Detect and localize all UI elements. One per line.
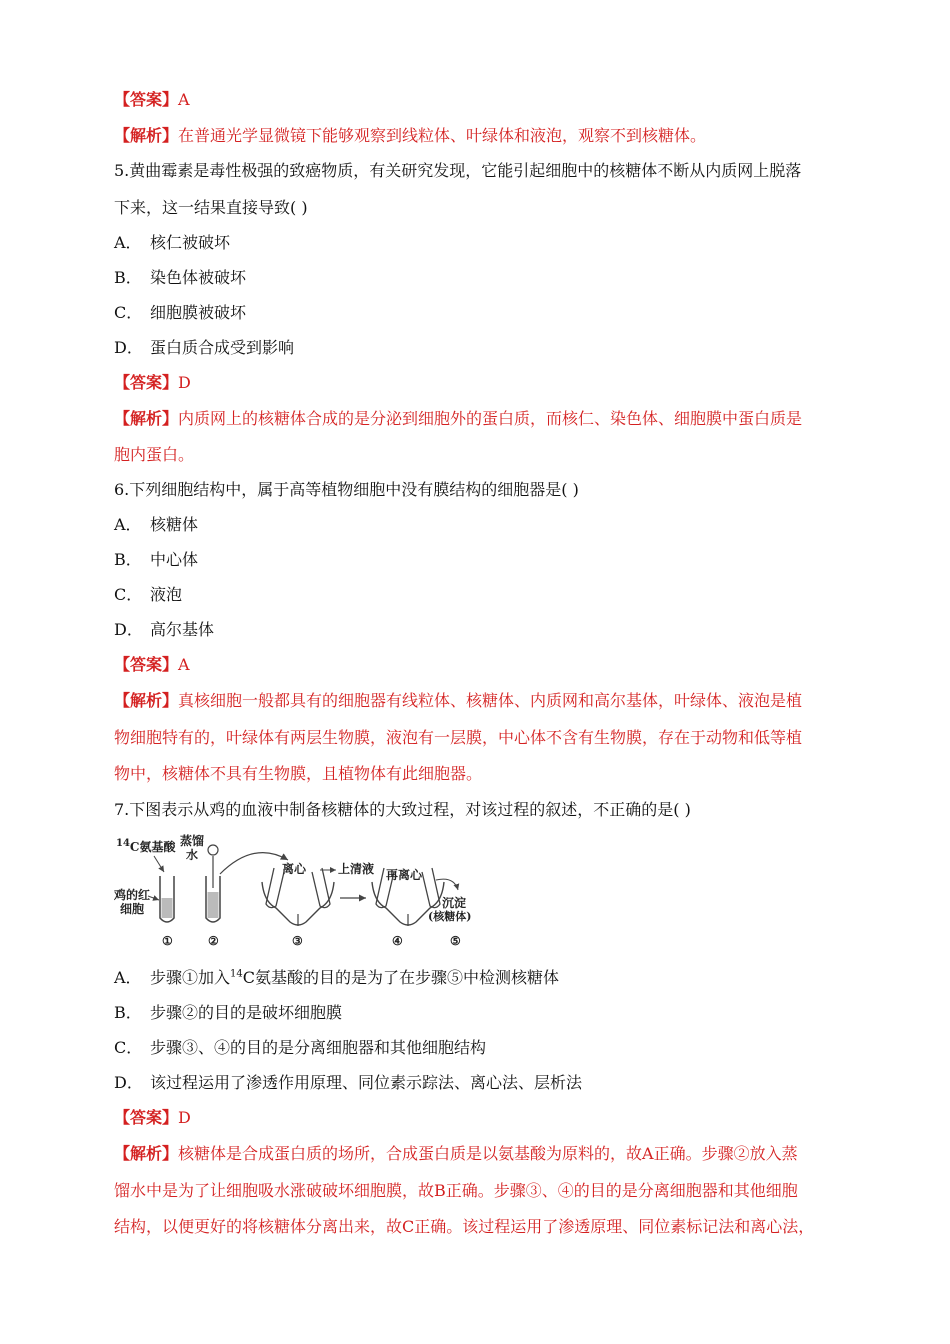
option-label: B． <box>114 1003 142 1022</box>
option-text: 细胞膜被破坏 <box>150 303 247 322</box>
q7-analysis <box>114 1143 850 1165</box>
option-label: D． <box>114 620 143 639</box>
arrow-to-centrifuge <box>220 853 288 874</box>
q6-option-a <box>114 514 850 536</box>
q6-analysis-cont-2: 物中，核糖体不具有生物膜，且植物体有此细胞器。 <box>114 764 483 783</box>
label-recentrifuge: 再离心 <box>386 868 423 882</box>
q5-option-b <box>114 267 850 289</box>
q5-option-a <box>114 232 850 254</box>
q7-answer <box>114 1107 850 1129</box>
isotope-superscript: 14 <box>116 838 130 849</box>
option-label: C． <box>114 303 143 322</box>
q4-answer <box>114 89 850 111</box>
option-text: 核仁被破坏 <box>150 233 231 252</box>
option-text-post: C氨基酸的目的是为了在步骤⑤中检测核糖体 <box>242 968 559 987</box>
centrifuge-1 <box>262 868 334 926</box>
answer-tag: 【答案】 <box>114 90 179 109</box>
q6-stem: 6.下列细胞结构中，属于高等植物细胞中没有膜结构的细胞器是( ) <box>114 480 579 499</box>
q7-option-b <box>114 1002 850 1024</box>
step-4-label: ④ <box>392 934 403 948</box>
option-label: A． <box>114 968 142 987</box>
q5-analysis <box>114 408 850 430</box>
label-amino-acid <box>116 840 175 854</box>
q6-analysis <box>114 690 850 712</box>
q7-analysis-cont-2: 结构，以便更好的将核糖体分离出来，故C正确。该过程运用了渗透原理、同位素标记法和离心法， <box>114 1217 815 1236</box>
answer-tag: 【答案】 <box>114 655 179 674</box>
option-text: 步骤③、④的目的是分离细胞器和其他细胞结构 <box>150 1038 487 1057</box>
answer-tag: 【答案】 <box>114 373 179 392</box>
option-text: 步骤②的目的是破坏细胞膜 <box>150 1003 343 1022</box>
q6-answer <box>114 654 850 676</box>
option-label: D． <box>114 338 143 357</box>
step-5-label: ⑤ <box>450 934 461 948</box>
q7-option-c <box>114 1037 850 1059</box>
option-label: C． <box>114 585 143 604</box>
q4-analysis <box>114 125 850 147</box>
q6-option-b <box>114 549 850 571</box>
option-text: 高尔基体 <box>150 620 215 639</box>
analysis-tag: 【解析】 <box>114 409 179 428</box>
q7-analysis-cont-1: 馏水中是为了让细胞吸水涨破破坏细胞膜，故B正确。步骤③、④的目的是分离细胞器和其他细胞 <box>114 1181 798 1200</box>
option-label: B． <box>114 550 142 569</box>
answer-value: D <box>178 373 191 392</box>
step-1-label: ① <box>162 934 173 948</box>
q5-answer <box>114 372 850 394</box>
label-supernatant: 上清液 <box>338 862 375 876</box>
option-label: B． <box>114 268 142 287</box>
label-distilled-water-1: 蒸馏 <box>180 834 205 848</box>
option-superscript: 14 <box>230 968 243 980</box>
label-distilled-water-2: 水 <box>186 848 199 862</box>
option-text-pre: 步骤①加入 <box>150 968 231 987</box>
test-tube-1 <box>148 856 174 922</box>
q5-stem-cont: 下来，这一结果直接导致( ) <box>114 198 308 217</box>
label-centrifuge: 离心 <box>282 862 307 876</box>
answer-value: A <box>178 655 190 674</box>
q5-option-d <box>114 337 850 359</box>
q6-option-c <box>114 584 850 606</box>
analysis-tag: 【解析】 <box>114 1144 179 1163</box>
answer-tag: 【答案】 <box>114 1108 179 1127</box>
option-text: 核糖体 <box>150 515 199 534</box>
q7-option-a <box>114 967 850 989</box>
option-text: 液泡 <box>150 585 183 604</box>
q5-analysis-cont: 胞内蛋白。 <box>114 445 195 464</box>
analysis-text: 在普通光学显微镜下能够观察到线粒体、叶绿体和液泡，观察不到核糖体。 <box>178 126 707 145</box>
label-red-cells-1: 鸡的红 <box>114 888 151 902</box>
ribosome-prep-diagram <box>114 834 484 952</box>
q7-option-d <box>114 1072 850 1094</box>
option-label: D． <box>114 1073 143 1092</box>
q6-analysis-cont-1: 物细胞特有的，叶绿体有两层生物膜，液泡有一层膜，中心体不含有生物膜，存在于动物和低等植 <box>114 728 803 747</box>
option-label: A． <box>114 233 142 252</box>
label-red-cells-2: 细胞 <box>120 902 145 916</box>
analysis-text: 真核细胞一般都具有的细胞器有线粒体、核糖体、内质网和高尔基体，叶绿体、液泡是植 <box>178 691 803 710</box>
q6-option-d <box>114 619 850 641</box>
analysis-text: 内质网上的核糖体合成的是分泌到细胞外的蛋白质，而核仁、染色体、细胞膜中蛋白质是 <box>178 409 803 428</box>
label-sediment-1: 沉淀 <box>442 896 467 910</box>
option-text: 染色体被破坏 <box>150 268 247 287</box>
answer-value: A <box>178 90 190 109</box>
analysis-tag: 【解析】 <box>114 691 179 710</box>
label-amino-text: C氨基酸 <box>129 840 176 854</box>
analysis-text: 核糖体是合成蛋白质的场所，合成蛋白质是以氨基酸为原料的，故A正确。步骤②放入蒸 <box>178 1144 798 1163</box>
option-text: 该过程运用了渗透作用原理、同位素示踪法、离心法、层析法 <box>150 1073 583 1092</box>
label-sediment-2: (核糖体) <box>428 910 472 923</box>
q5-stem: 5.黄曲霉素是毒性极强的致癌物质，有关研究发现，它能引起细胞中的核糖体不断从内质网上脱落 <box>114 161 802 180</box>
option-text: 中心体 <box>150 550 199 569</box>
q5-option-c <box>114 302 850 324</box>
answer-value: D <box>178 1108 191 1127</box>
step-3-label: ③ <box>292 934 303 948</box>
arrow-to-sediment <box>436 879 458 890</box>
q7-stem: 7.下图表示从鸡的血液中制备核糖体的大致过程，对该过程的叙述，不正确的是( ) <box>114 800 691 819</box>
option-text: 蛋白质合成受到影响 <box>150 338 295 357</box>
option-label: A． <box>114 515 142 534</box>
step-2-label: ② <box>208 934 219 948</box>
test-tube-2 <box>206 845 220 922</box>
option-label: C． <box>114 1038 143 1057</box>
analysis-tag: 【解析】 <box>114 126 179 145</box>
